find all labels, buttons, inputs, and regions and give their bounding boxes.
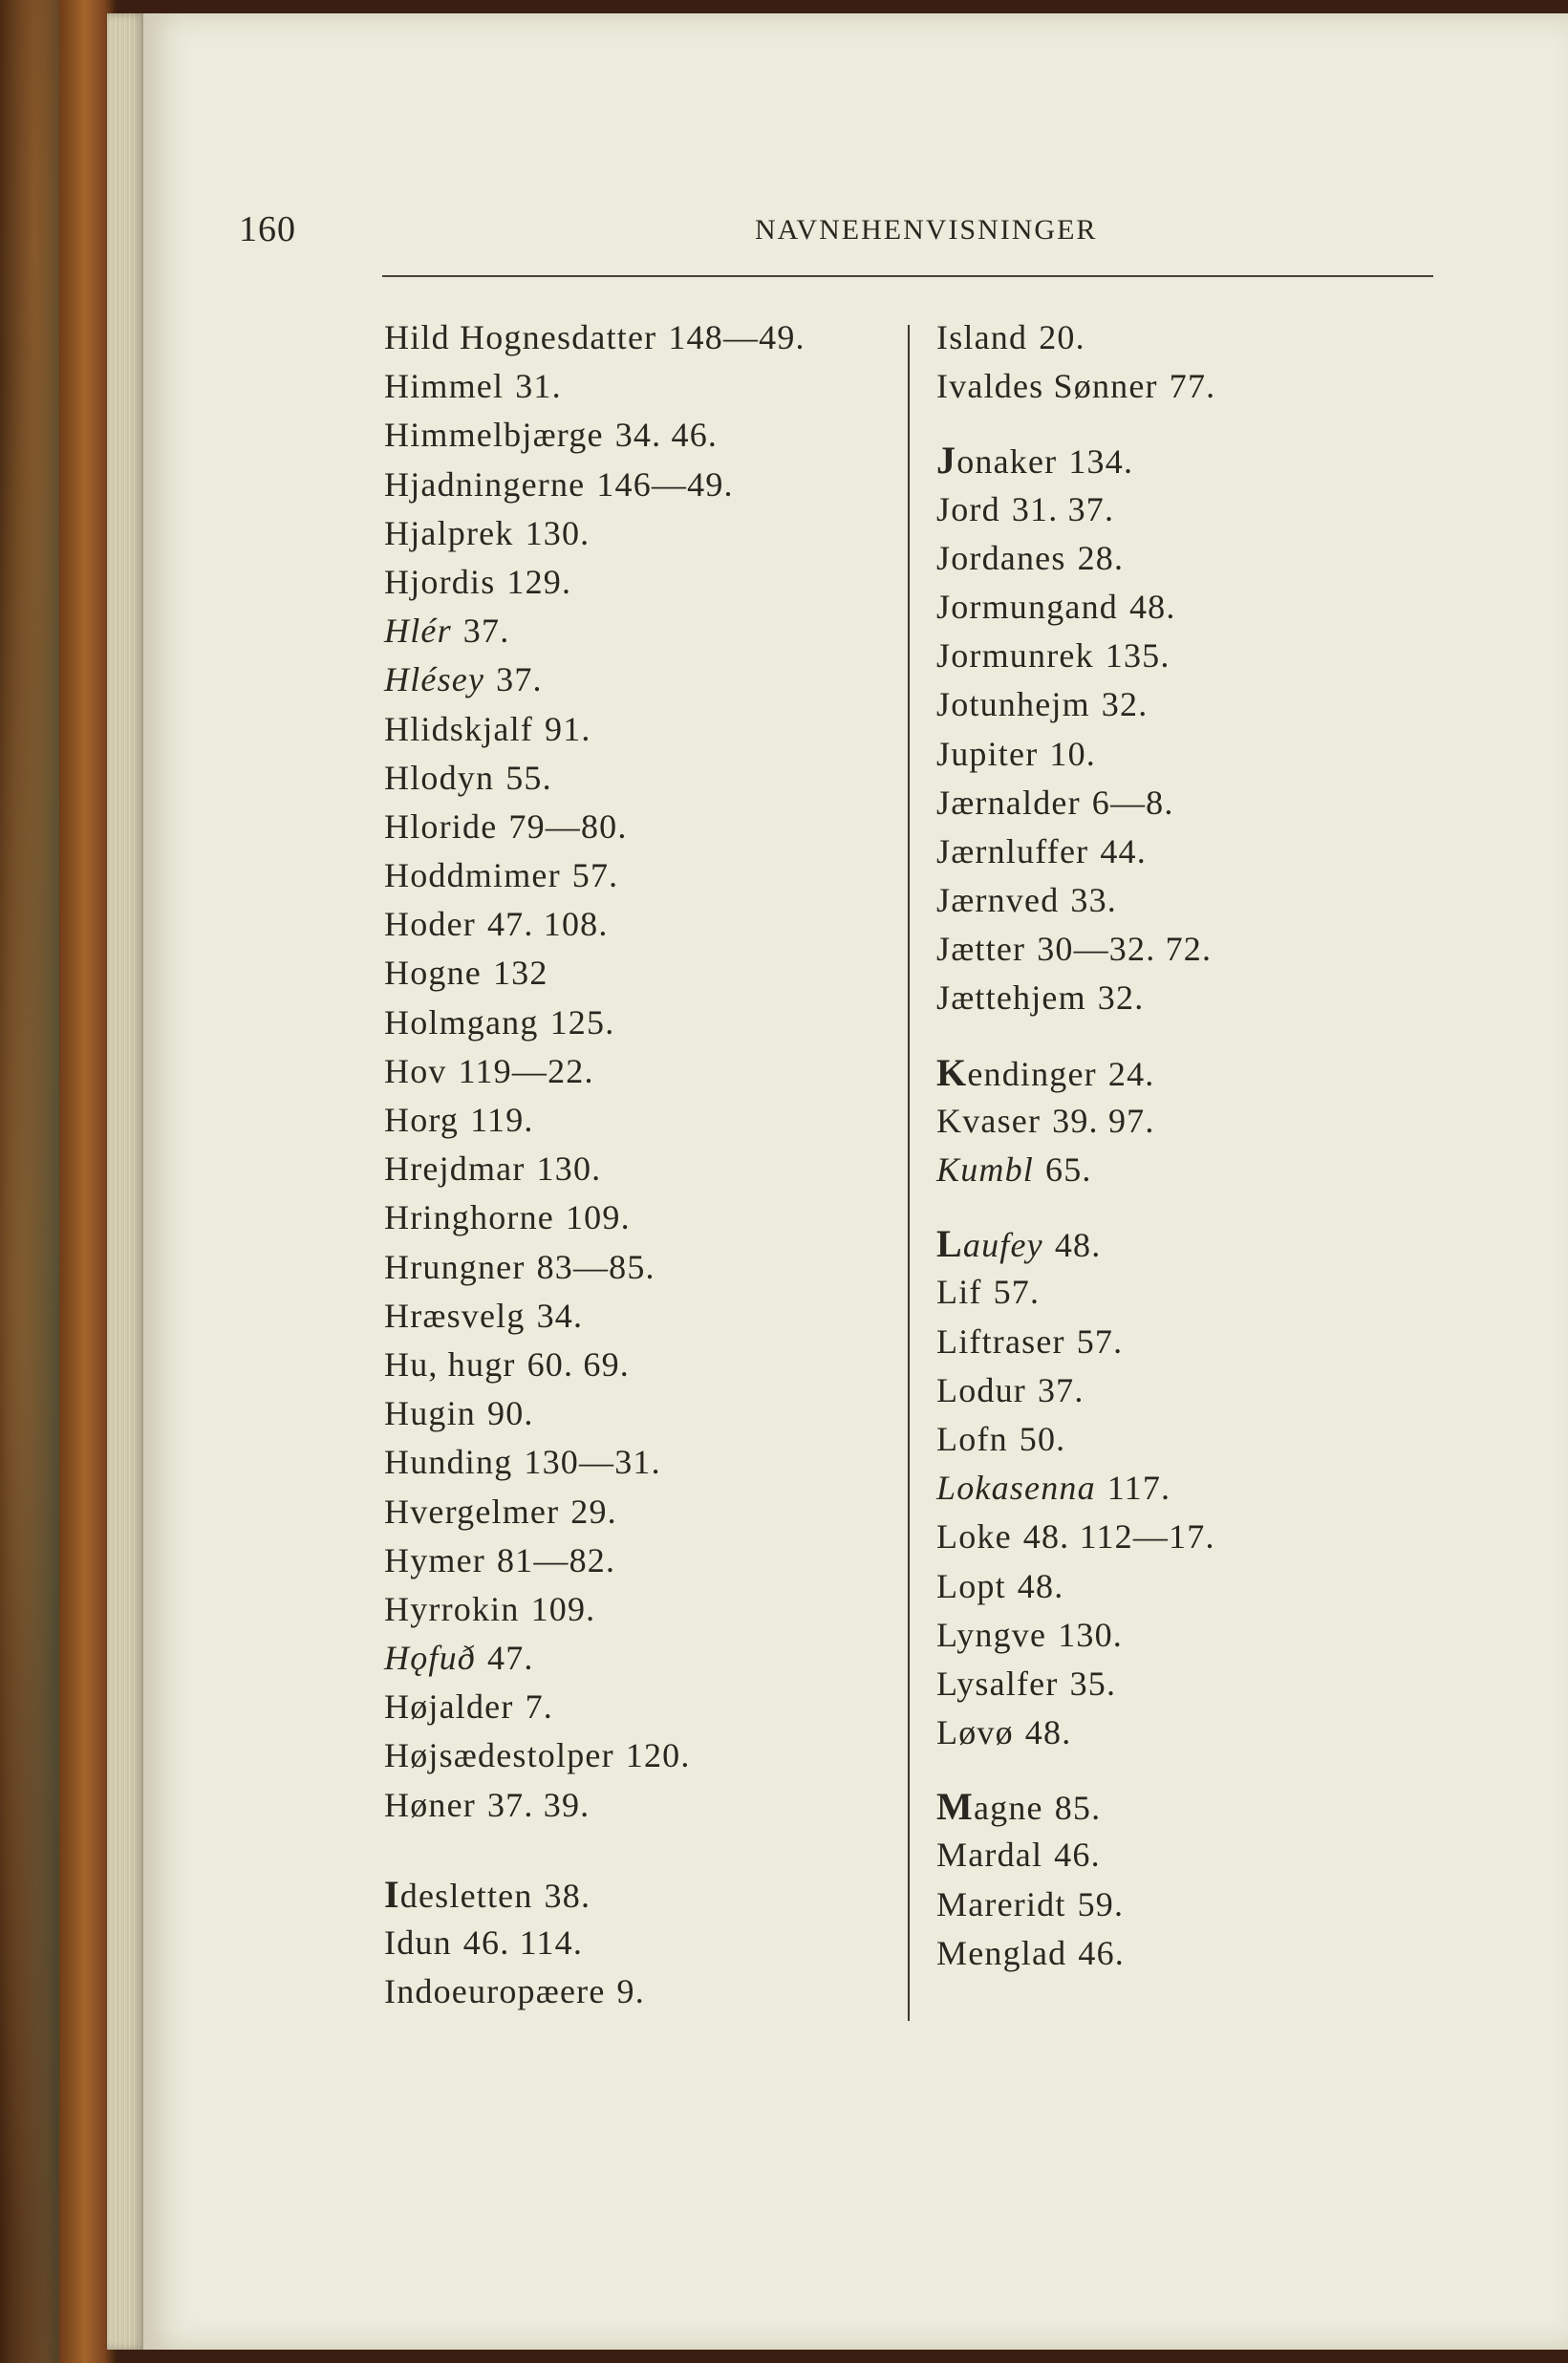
index-entry — [384, 1047, 900, 1096]
initial-letter: I — [384, 1872, 400, 1916]
entry-name: Loke — [936, 1517, 1012, 1557]
index-entry — [384, 803, 900, 851]
entry-name: Højsædestolper — [384, 1736, 614, 1775]
entry-page-refs: 35. — [1069, 1664, 1117, 1703]
entry-name: Lyngve — [936, 1615, 1047, 1654]
index-entry — [384, 1292, 900, 1341]
index-entry — [384, 754, 900, 803]
index-entry — [384, 949, 900, 998]
entry-name: Himmelbjærge — [384, 416, 604, 455]
index-entry — [384, 558, 900, 607]
entry-name: Hlésey — [384, 660, 485, 699]
index-entry — [384, 362, 900, 411]
entry-page-refs: 85. — [1054, 1789, 1102, 1828]
index-entry — [936, 1782, 1471, 1831]
entry-name: Hlér — [384, 612, 452, 651]
entry-page-refs: 37. — [496, 660, 543, 699]
running-title: NAVNEHENVISNINGER — [755, 214, 1098, 246]
entry-page-refs: 57. — [571, 856, 619, 895]
entry-page-refs: 48. — [1017, 1566, 1064, 1605]
entry-name: Lodur — [936, 1370, 1026, 1409]
entry-name: Indoeuropæere — [384, 1972, 606, 2011]
index-column-left — [384, 313, 900, 2016]
entry-name: desletten — [399, 1876, 533, 1915]
entry-name: Hlodyn — [384, 758, 495, 797]
entry-page-refs: 65. — [1045, 1150, 1092, 1189]
entry-page-refs: 148—49. — [668, 318, 805, 356]
entry-name: Hræsvelg — [384, 1296, 526, 1335]
entry-name: aufey — [962, 1226, 1043, 1265]
initial-letter: M — [936, 1785, 974, 1829]
entry-name: Hjadningerne — [384, 464, 586, 504]
entry-name: Lopt — [936, 1566, 1006, 1605]
entry-page-refs: 48. — [1054, 1226, 1102, 1265]
index-entry — [936, 1880, 1471, 1929]
entry-name: Jormunrek — [936, 636, 1094, 676]
entry-name: Hloride — [384, 806, 498, 846]
entry-page-refs: 33. — [1070, 881, 1117, 920]
entry-name: Jættehjem — [936, 978, 1086, 1018]
index-group-h — [384, 313, 900, 1830]
index-entry — [936, 680, 1471, 729]
entry-name: Hoddmimer — [384, 856, 561, 895]
entry-name: Hogne — [384, 954, 482, 993]
entry-page-refs: 59. — [1077, 1884, 1125, 1923]
entry-name: Jærnluffer — [936, 831, 1089, 870]
index-entry — [936, 1268, 1471, 1317]
entry-name: Hild Hognesdatter — [384, 318, 657, 356]
entry-page-refs: 130—31. — [524, 1443, 661, 1482]
index-entry — [384, 1438, 900, 1487]
entry-page-refs: 134. — [1068, 442, 1134, 482]
entry-name: Liftraser — [936, 1321, 1065, 1361]
index-entry — [384, 1870, 900, 1919]
entry-name: Jupiter — [936, 734, 1039, 773]
entry-name: Lif — [936, 1273, 982, 1312]
entry-name: Hvergelmer — [384, 1492, 560, 1531]
index-entry — [384, 900, 900, 949]
entry-name: Hu, hugr — [384, 1344, 516, 1384]
group-gap — [936, 1194, 1471, 1219]
entry-page-refs: 120. — [625, 1736, 691, 1775]
index-entry — [936, 1513, 1471, 1561]
entry-name: Jotunhejm — [936, 685, 1090, 724]
entry-page-refs: 90. — [487, 1394, 534, 1433]
index-entry — [384, 313, 900, 362]
index-entry — [384, 999, 900, 1047]
running-head — [239, 208, 1431, 266]
entry-page-refs: 20. — [1039, 318, 1085, 356]
index-entry — [384, 1193, 900, 1242]
entry-page-refs: 57. — [1076, 1321, 1124, 1361]
entry-name: Jormungand — [936, 587, 1118, 626]
group-gap — [936, 1757, 1471, 1782]
entry-name: Hlidskjalf — [384, 709, 533, 748]
entry-page-refs: 29. — [570, 1492, 617, 1531]
index-entry — [936, 632, 1471, 680]
entry-name: Hjalprek — [384, 513, 514, 552]
entry-page-refs: 135. — [1105, 636, 1171, 676]
index-entry — [384, 1967, 900, 2016]
entry-page-refs: 117. — [1106, 1469, 1171, 1508]
entry-page-refs: 31. — [515, 367, 562, 406]
entry-name: Hringhorne — [384, 1198, 554, 1237]
entry-name: Hoder — [384, 905, 476, 944]
index-entry — [936, 313, 1471, 362]
index-entry — [384, 1634, 900, 1683]
entry-page-refs: 130. — [1058, 1615, 1123, 1654]
entry-page-refs: 57. — [993, 1273, 1041, 1312]
entry-page-refs: 55. — [505, 758, 552, 797]
index-entry — [384, 1389, 900, 1438]
entry-page-refs: 6—8. — [1091, 783, 1174, 822]
entry-page-refs: 10. — [1049, 734, 1096, 773]
index-entry — [936, 1366, 1471, 1415]
entry-page-refs: 37. — [1037, 1370, 1085, 1409]
index-group-i — [384, 1870, 900, 2017]
entry-name: Jærnved — [936, 881, 1060, 920]
entry-name: Hrejdmar — [384, 1149, 526, 1189]
entry-name: Ivaldes Sønner — [936, 367, 1158, 406]
index-entry — [384, 655, 900, 704]
entry-name: onaker — [956, 442, 1058, 482]
index-entry — [936, 436, 1471, 484]
index-entry — [384, 1683, 900, 1731]
entry-name: Hymer — [384, 1540, 485, 1579]
entry-page-refs: 50. — [1019, 1419, 1066, 1458]
entry-name: Kvaser — [936, 1101, 1042, 1140]
index-entry — [384, 1243, 900, 1292]
index-entry — [936, 1146, 1471, 1194]
entry-page-refs: 119. — [470, 1101, 534, 1139]
initial-letter: L — [936, 1222, 963, 1266]
index-entry — [936, 876, 1471, 925]
index-entry — [384, 1731, 900, 1780]
index-group-l — [936, 1219, 1471, 1757]
page-number: 160 — [239, 209, 296, 249]
entry-page-refs: 39. 97. — [1052, 1101, 1155, 1140]
entry-name: Island — [936, 318, 1028, 356]
index-group-j — [936, 436, 1471, 1022]
index-entry — [936, 362, 1471, 411]
entry-page-refs: 34. 46. — [614, 416, 719, 455]
entry-page-refs: 37. — [462, 612, 510, 651]
index-entry — [384, 509, 900, 558]
entry-page-refs: 48. — [1128, 587, 1176, 626]
entry-name: Høner — [384, 1785, 476, 1824]
index-group-i-cont — [936, 313, 1471, 411]
entry-page-refs: 37. 39. — [486, 1785, 591, 1824]
index-entry — [936, 1219, 1471, 1268]
entry-page-refs: 83—85. — [536, 1247, 655, 1286]
entry-name: Hrungner — [384, 1247, 526, 1286]
index-entry — [384, 1781, 900, 1830]
index-entry — [936, 925, 1471, 974]
page-edges — [107, 13, 145, 2350]
index-entry — [936, 1048, 1471, 1097]
index-entry — [936, 1318, 1471, 1366]
column-divider — [908, 325, 910, 2021]
entry-name: Højalder — [384, 1687, 514, 1727]
index-column-right — [936, 313, 1471, 1978]
entry-name: Idun — [384, 1923, 452, 1962]
entry-name: Hǫfuð — [384, 1639, 476, 1678]
index-entry — [384, 1488, 900, 1536]
entry-page-refs: 9. — [616, 1972, 645, 2011]
index-entry — [936, 1097, 1471, 1146]
index-entry — [384, 851, 900, 900]
entry-name: Hugin — [384, 1394, 476, 1433]
entry-page-refs: 32. — [1101, 685, 1149, 724]
entry-name: Kumbl — [936, 1150, 1035, 1189]
entry-page-refs: 125. — [549, 1002, 615, 1042]
index-entry — [936, 1929, 1471, 1978]
entry-page-refs: 47. 108. — [486, 905, 609, 944]
entry-page-refs: 34. — [536, 1296, 584, 1335]
entry-page-refs: 28. — [1077, 538, 1125, 577]
index-group-k — [936, 1048, 1471, 1195]
entry-page-refs: 91. — [544, 709, 591, 748]
entry-name: Jætter — [936, 930, 1026, 969]
index-entry — [936, 1562, 1471, 1611]
entry-page-refs: 81—82. — [496, 1540, 616, 1579]
entry-page-refs: 146—49. — [596, 464, 734, 504]
index-entry — [384, 411, 900, 460]
entry-page-refs: 7. — [525, 1687, 553, 1727]
index-entry — [384, 461, 900, 509]
entry-page-refs: 77. — [1169, 367, 1216, 406]
entry-name: Holmgang — [384, 1002, 539, 1042]
entry-page-refs: 48. — [1024, 1713, 1072, 1752]
entry-page-refs: 38. — [544, 1876, 591, 1915]
entry-page-refs: 119—22. — [458, 1051, 594, 1090]
index-entry — [936, 779, 1471, 827]
entry-page-refs: 31. 37. — [1011, 489, 1115, 528]
initial-letter: J — [936, 439, 957, 483]
index-group-m — [936, 1782, 1471, 1978]
entry-page-refs: 48. 112—17. — [1022, 1517, 1215, 1557]
entry-name: Lofn — [936, 1419, 1008, 1458]
index-entry — [936, 1660, 1471, 1708]
index-entry — [936, 1464, 1471, 1513]
index-entry — [384, 607, 900, 655]
entry-name: Jærnalder — [936, 783, 1081, 822]
initial-letter: K — [936, 1050, 968, 1094]
index-entry — [384, 1341, 900, 1389]
entry-name: Løvø — [936, 1713, 1014, 1752]
entry-name: Lysalfer — [936, 1664, 1059, 1703]
index-entry — [936, 730, 1471, 779]
entry-name: Jord — [936, 489, 1000, 528]
index-entry — [384, 1919, 900, 1967]
entry-name: Hunding — [384, 1443, 513, 1482]
entry-name: Mardal — [936, 1836, 1043, 1875]
index-entry — [936, 1611, 1471, 1660]
entry-page-refs: 30—32. 72. — [1037, 930, 1213, 969]
entry-page-refs: 32. — [1097, 978, 1145, 1018]
entry-name: Hyrrokin — [384, 1589, 520, 1628]
index-entry — [936, 583, 1471, 632]
group-gap — [936, 1023, 1471, 1048]
entry-page-refs: 47. — [487, 1639, 534, 1678]
group-gap — [384, 1830, 900, 1870]
index-entry — [936, 485, 1471, 534]
index-entry — [936, 974, 1471, 1022]
index-entry — [936, 1708, 1471, 1757]
index-entry — [936, 534, 1471, 583]
entry-name: Hov — [384, 1051, 447, 1090]
entry-name: Mareridt — [936, 1884, 1066, 1923]
index-entry — [384, 1096, 900, 1145]
entry-page-refs: 44. — [1100, 831, 1147, 870]
entry-name: agne — [973, 1789, 1043, 1828]
entry-page-refs: 24. — [1107, 1054, 1155, 1093]
entry-name: Menglad — [936, 1933, 1067, 1972]
entry-name: Lokasenna — [936, 1469, 1096, 1508]
entry-page-refs: 130. — [525, 513, 591, 552]
entry-name: Jordanes — [936, 538, 1066, 577]
entry-name: endinger — [967, 1054, 1097, 1093]
index-entry — [384, 705, 900, 754]
index-entry — [384, 1145, 900, 1193]
index-entry — [936, 827, 1471, 876]
entry-name: Horg — [384, 1101, 460, 1139]
index-entry — [384, 1585, 900, 1634]
entry-page-refs: 109. — [565, 1198, 631, 1237]
index-entry — [384, 1536, 900, 1585]
entry-page-refs: 46. — [1054, 1836, 1101, 1875]
entry-page-refs: 129. — [506, 562, 572, 601]
entry-name: Himmel — [384, 367, 505, 406]
entry-page-refs: 130. — [536, 1149, 602, 1189]
entry-page-refs: 46. 114. — [462, 1923, 584, 1962]
entry-name: Hjordis — [384, 562, 496, 601]
group-gap — [936, 411, 1471, 436]
entry-page-refs: 109. — [530, 1589, 596, 1628]
header-rule — [382, 275, 1433, 277]
entry-page-refs: 132 — [492, 954, 548, 993]
entry-page-refs: 60. 69. — [526, 1344, 630, 1384]
index-entry — [936, 1415, 1471, 1464]
index-entry — [936, 1831, 1471, 1880]
entry-page-refs: 46. — [1078, 1933, 1125, 1972]
entry-page-refs: 79—80. — [508, 806, 628, 846]
